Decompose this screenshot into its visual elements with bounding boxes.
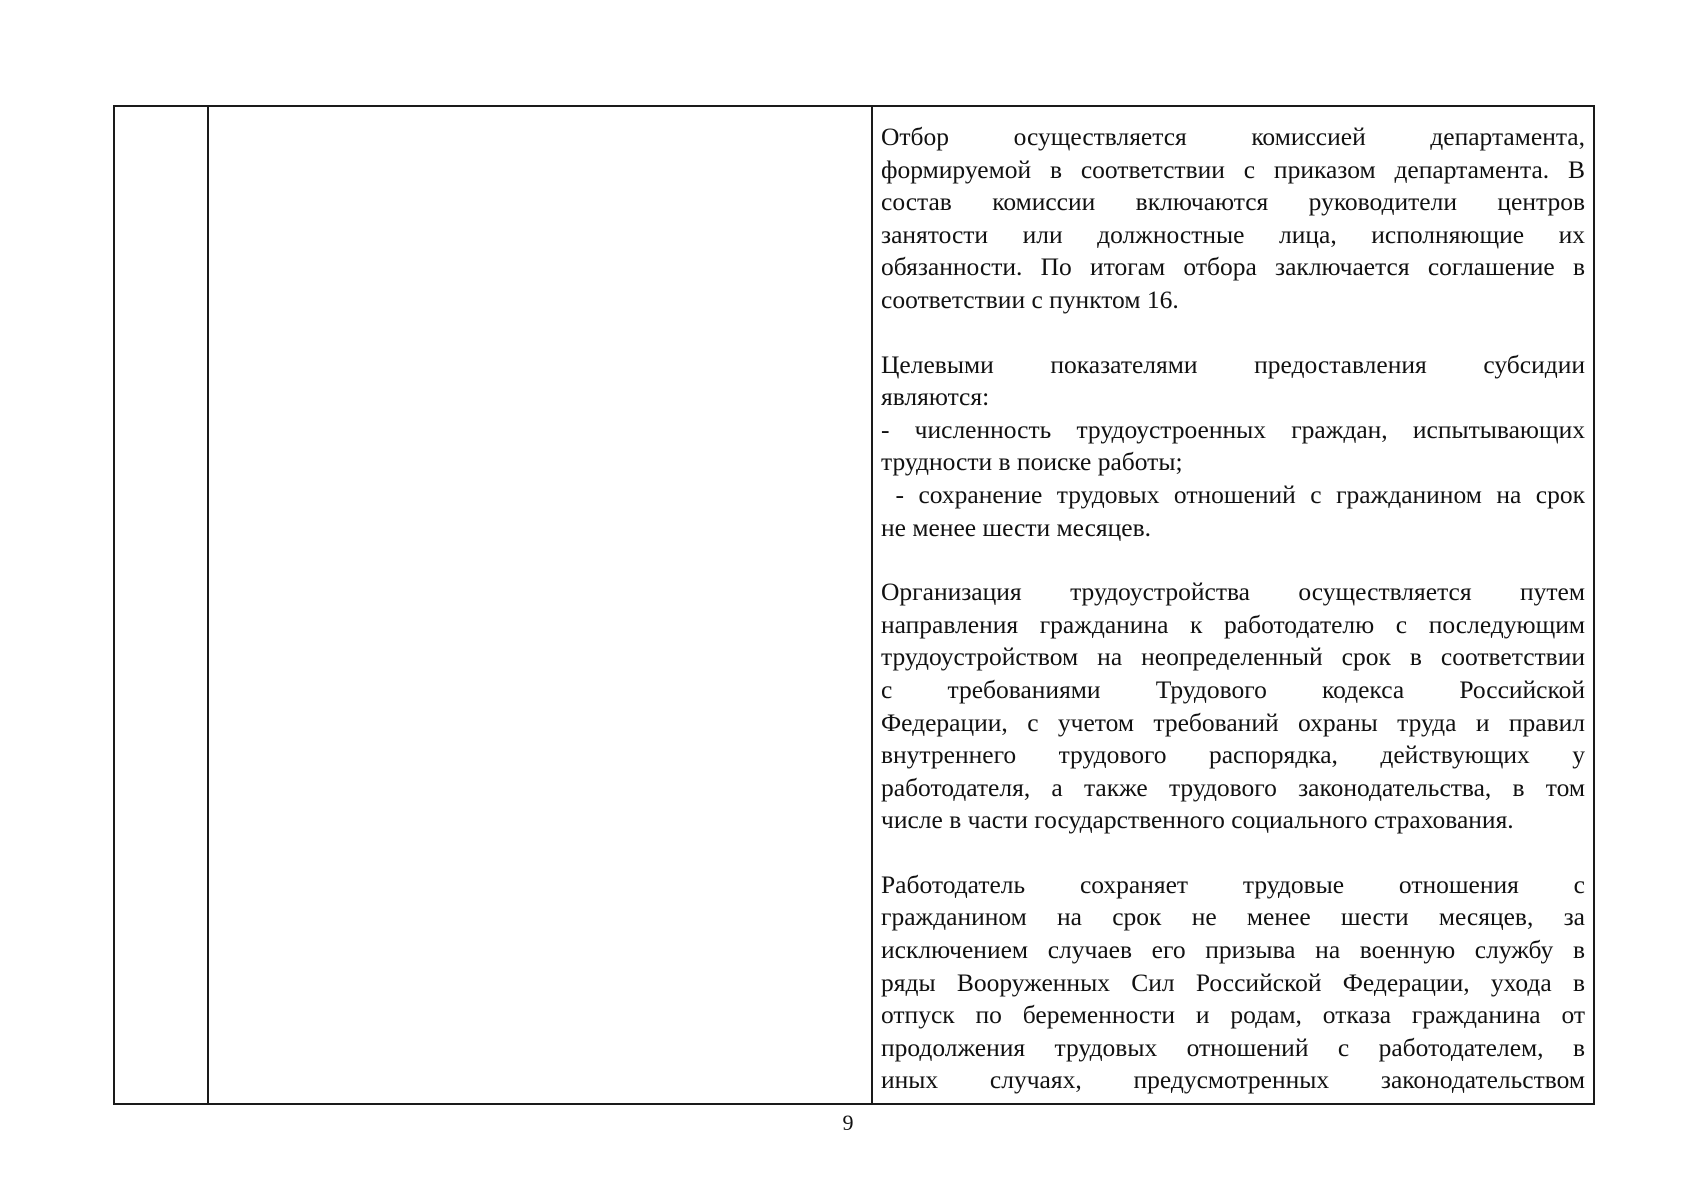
text-line: отпуск по беременности и родам, отказа гражданина от — [881, 1000, 1585, 1030]
text-line: состав комиссии включаются руководители центров — [881, 187, 1585, 217]
text-line: формируемой в соответствии с приказом департамента. В — [881, 154, 1585, 184]
table-column-number — [115, 107, 209, 1103]
text-line: Работодатель сохраняет трудовые отношения с — [881, 869, 1585, 899]
text-line: являются: — [881, 382, 990, 412]
table-column-name — [209, 107, 873, 1103]
text-line: работодателя, а также трудового законодательства, в том — [881, 772, 1585, 802]
text-line: продолжения трудовых отношений с работодателем, в — [881, 1032, 1585, 1062]
text-line: числе в части государственного социального страхования. — [881, 805, 1514, 835]
paragraph-selection-commission — [881, 121, 1585, 317]
text-line: Федерации, с учетом требований охраны труда и правил — [881, 707, 1585, 737]
text-line: исключением случаев его призыва на военную службу в — [881, 935, 1585, 965]
text-line: Отбор осуществляется комиссией департамента, — [881, 122, 1585, 151]
list-item-continuation: трудности в поиске работы; — [881, 447, 1183, 477]
text-line: внутреннего трудового распорядка, действующих у — [881, 740, 1585, 770]
text-line: иных случаях, предусмотренных законодательством — [881, 1065, 1585, 1095]
text-line: Целевыми показателями предоставления субсидии — [881, 349, 1585, 379]
text-line: соответствии с пунктом 16. — [881, 284, 1179, 314]
paragraph-target-indicators — [881, 349, 1585, 545]
list-item: - сохранение трудовых отношений с гражданином на срок — [881, 479, 1585, 509]
paragraph-employer-obligations — [881, 869, 1585, 1097]
text-line: трудоустройством на неопределенный срок в соответствии — [881, 642, 1585, 672]
list-item: - численность трудоустроенных граждан, испытывающих — [881, 414, 1585, 444]
list-item-continuation: не менее шести месяцев. — [881, 512, 1152, 542]
text-line: ряды Вооруженных Сил Российской Федерации, ухода в — [881, 967, 1585, 997]
text-line: Организация трудоустройства осуществляется путем — [881, 577, 1585, 607]
text-line: занятости или должностные лица, исполняющие их — [881, 219, 1585, 249]
table-column-description — [873, 107, 1593, 1103]
paragraph-employment-organization — [881, 576, 1585, 837]
text-line: направления гражданина к работодателю с последующим — [881, 609, 1585, 639]
text-line: гражданином на срок не менее шести месяцев, за — [881, 902, 1585, 932]
document-table — [113, 105, 1595, 1105]
page-number: 9 — [842, 1110, 854, 1135]
text-line: с требованиями Трудового кодекса Российской — [881, 674, 1585, 704]
text-line: обязанности. По итогам отбора заключается соглашение в — [881, 252, 1585, 282]
